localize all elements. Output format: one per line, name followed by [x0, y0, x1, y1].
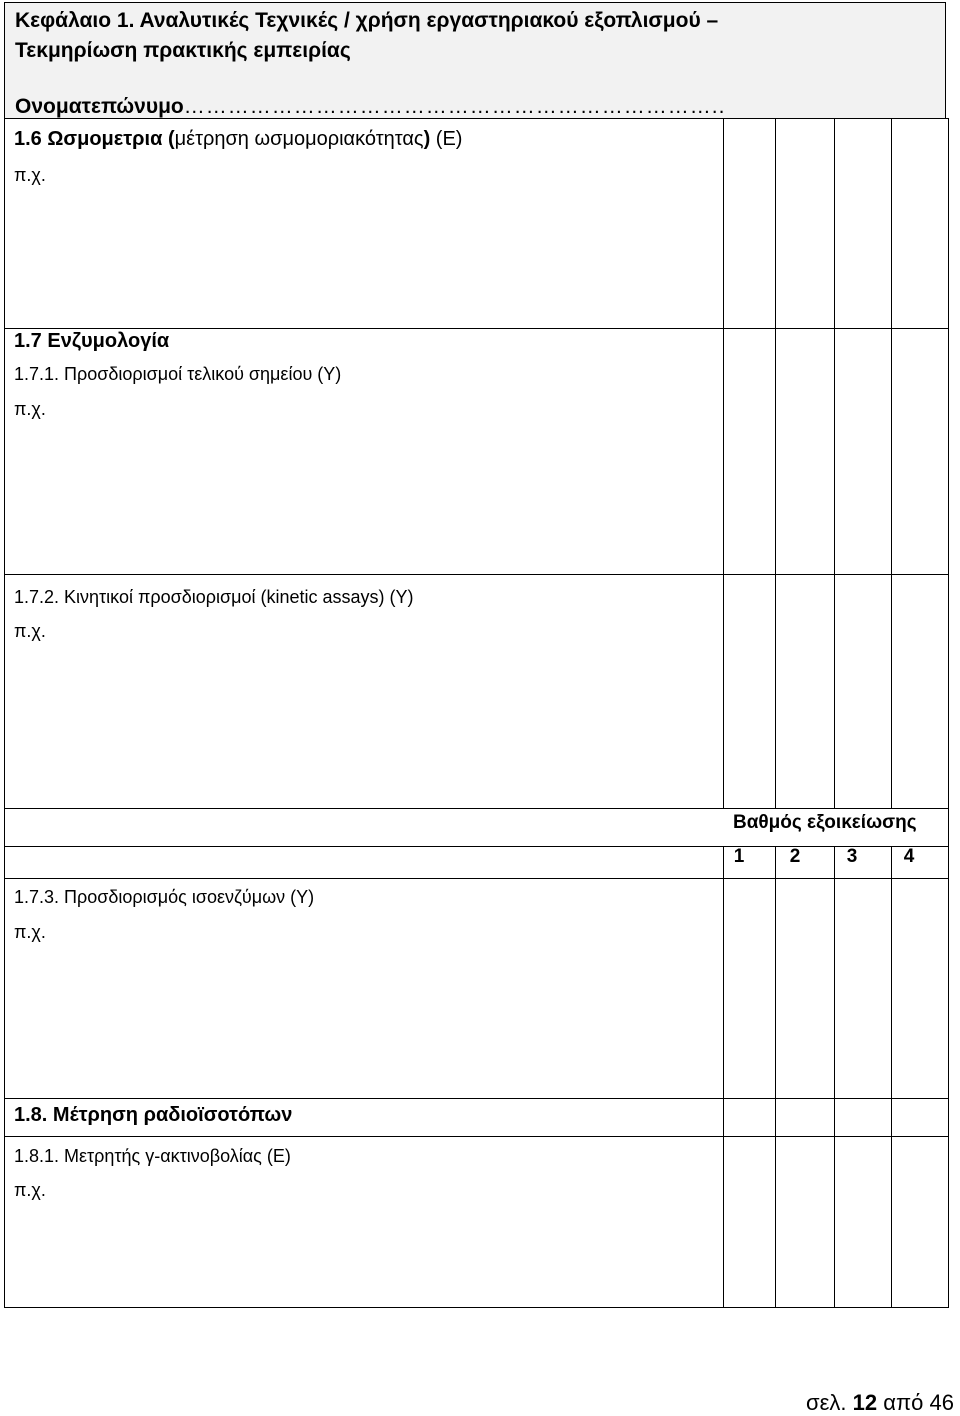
name-field[interactable] — [15, 95, 725, 119]
page-number — [806, 1390, 954, 1416]
section-1-6-title-bold: 1.6 Ωσμομετρια ( — [14, 128, 175, 150]
chapter-subtitle: Τεκμηρίωση πρακτικής εμπειρίας — [15, 39, 351, 62]
section-1-6-example: π.χ. — [14, 165, 46, 185]
page-current: 12 — [852, 1390, 878, 1415]
section-1-7-3-example: π.χ. — [14, 922, 46, 942]
page-prefix: σελ. — [806, 1390, 853, 1415]
chapter-title: Κεφάλαιο 1. Αναλυτικές Τεχνικές / χρήση εργαστηριακού εξοπλισμού – — [15, 9, 719, 32]
name-label: Ονοματεπώνυμο — [15, 95, 184, 118]
grid-hline-s172 — [5, 808, 948, 809]
grid-hline-grade — [5, 846, 948, 847]
section-1-6-title-light: μέτρηση ωσμομοριακότητας — [174, 128, 424, 150]
page-total: 46 — [929, 1390, 954, 1415]
grid-hline-grade-nums — [5, 878, 948, 879]
grid-hline-s171 — [5, 574, 948, 575]
page-header — [4, 2, 946, 119]
grade-level-1: 1 — [733, 846, 745, 867]
grid-vline-col3-lower — [834, 846, 835, 1307]
section-1-7-1-example: π.χ. — [14, 399, 46, 419]
section-1-8-1-example: π.χ. — [14, 1180, 46, 1200]
section-1-8-1-title: 1.8.1. Μετρητής γ-ακτινοβολίας (Ε) — [14, 1146, 291, 1166]
section-1-7-2-title: 1.7.2. Κινητικοί προσδιορισμοί (kinetic assays) (Υ) — [14, 587, 414, 607]
grid-vline-main-lower — [723, 846, 724, 1307]
section-1-6-title — [14, 128, 462, 151]
grid-vline-main — [723, 119, 724, 808]
section-1-7-2-example: π.χ. — [14, 621, 46, 641]
grade-level-2: 2 — [789, 846, 801, 867]
section-1-7-3-title: 1.7.3. Προσδιορισμός ισοενζύμων (Υ) — [14, 887, 315, 907]
record-table — [4, 118, 949, 1308]
name-dots: ……………………………………………………………….. — [183, 95, 726, 118]
section-1-8-title: 1.8. Μέτρηση ραδιοϊσοτόπων — [14, 1104, 293, 1126]
grid-vline-col2-lower — [775, 846, 776, 1307]
grid-hline-s16 — [5, 328, 948, 329]
section-1-7-title: 1.7 Ενζυμολογία — [14, 330, 170, 352]
grade-level-4: 4 — [903, 846, 915, 867]
grade-level-3: 3 — [846, 846, 858, 867]
grid-vline-col4 — [891, 119, 892, 808]
grid-hline-s18 — [5, 1136, 948, 1137]
section-1-7-1-title: 1.7.1. Προσδιορισμοί τελικού σημείου (Υ) — [14, 364, 342, 384]
familiarity-grade-title: Βαθμός εξοικείωσης — [733, 812, 917, 833]
grid-vline-col2 — [775, 119, 776, 808]
grid-vline-col4-lower — [891, 846, 892, 1307]
grid-hline-s173 — [5, 1098, 948, 1099]
section-1-6-title-bold-end: ) — [423, 128, 431, 150]
grid-vline-col3 — [834, 119, 835, 808]
section-1-6-title-tag: (Ε) — [430, 128, 463, 150]
page-middle: από — [877, 1390, 930, 1415]
